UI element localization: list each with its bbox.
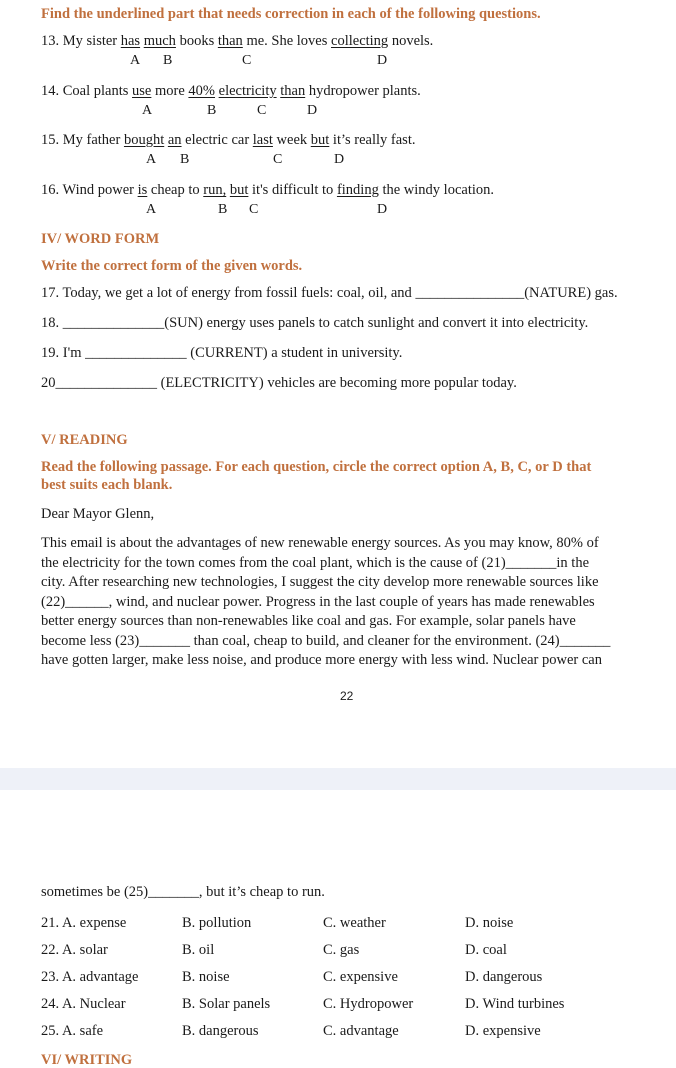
option-22-b[interactable]: B. oil	[182, 942, 215, 958]
answer-blank[interactable]: ______________	[55, 375, 157, 391]
question-number: 13.	[41, 33, 60, 49]
word-form-item-17	[41, 285, 618, 302]
answer-blank[interactable]: ______________	[85, 345, 187, 361]
question-number: 15.	[41, 132, 60, 148]
question-text: My father	[62, 132, 124, 148]
option-24-a[interactable]: 24. A. Nuclear	[41, 996, 126, 1012]
option-24-c[interactable]: C. Hydropower	[323, 996, 414, 1012]
underlined-part-b: an	[167, 132, 182, 148]
question-15	[41, 132, 415, 149]
option-21-c[interactable]: C. weather	[323, 915, 386, 931]
label-d: D	[334, 152, 345, 167]
question-text: books	[175, 33, 218, 49]
item-text: 17. Today, we get a lot of energy from fossil fuels: coal, oil, and	[41, 285, 416, 301]
passage-line: the electricity for the town comes from the coal plant, which is the cause of (21)_______in the	[41, 555, 590, 571]
question-text: Coal plants	[62, 83, 133, 99]
passage-continuation: sometimes be (25)_______, but it’s cheap to run.	[41, 884, 325, 900]
item-text: 19. I'm	[41, 345, 86, 361]
label-b: B	[163, 53, 173, 68]
underlined-part-b: run,	[203, 182, 227, 198]
passage-line: have gotten larger, make less noise, and produce more energy with less wind. Nuclear power can	[41, 652, 602, 668]
underlined-part-d: collecting	[331, 33, 389, 49]
option-23-d[interactable]: D. dangerous	[465, 969, 543, 985]
passage-line: better energy sources than non-renewables like coal and gas. For example, solar panels have	[41, 613, 576, 629]
underlined-part-c: but	[229, 182, 249, 198]
item-text: (SUN) energy uses panels to catch sunlight and convert it into electricity.	[164, 315, 589, 331]
option-22-a[interactable]: 22. A. solar	[41, 942, 108, 958]
reading-heading-line-1: Read the following passage. For each question, circle the correct option A, B, C, or D that	[41, 459, 592, 475]
question-16	[41, 182, 494, 199]
word-form-item-18	[41, 315, 588, 332]
label-c: C	[257, 103, 267, 118]
option-23-a[interactable]: 23. A. advantage	[41, 969, 139, 985]
question-text: the windy location.	[378, 182, 494, 198]
reading-heading-line-2: best suits each blank.	[41, 477, 173, 493]
question-13	[41, 33, 433, 50]
question-text: it’s really fast.	[329, 132, 416, 148]
label-a: A	[146, 202, 157, 217]
passage-line: become less (23)_______ than coal, cheap to build, and cleaner for the environment. (24)_______	[41, 633, 611, 649]
underlined-part-d: than	[280, 83, 306, 99]
question-text: electric car	[181, 132, 253, 148]
passage-line: city. After researching new technologies, I suggest the city develop more renewable sources like	[41, 574, 599, 590]
option-25-b[interactable]: B. dangerous	[182, 1023, 259, 1039]
option-23-b[interactable]: B. noise	[182, 969, 230, 985]
item-text: (CURRENT) a student in university.	[186, 345, 403, 361]
passage-line: (22)______, wind, and nuclear power. Progress in the last couple of years has made renewables	[41, 594, 595, 610]
label-b: B	[218, 202, 228, 217]
item-text: (ELECTRICITY) vehicles are becoming more popular today.	[157, 375, 517, 391]
question-text: more	[151, 83, 189, 99]
word-form-title: IV/ WORD FORM	[41, 231, 160, 247]
underlined-part-c: electricity	[218, 83, 277, 99]
option-25-a[interactable]: 25. A. safe	[41, 1023, 104, 1039]
underlined-part-b: much	[143, 33, 176, 49]
answer-blank[interactable]: _______________	[415, 285, 525, 301]
word-form-heading: Write the correct form of the given words.	[41, 258, 303, 274]
underlined-part-a: bought	[123, 132, 165, 148]
underlined-part-a: has	[120, 33, 141, 49]
error-section-heading: Find the underlined part that needs correction in each of the following questions.	[41, 6, 541, 22]
label-b: B	[180, 152, 190, 167]
question-text: me. She loves	[242, 33, 332, 49]
label-b: B	[207, 103, 217, 118]
item-text: 20	[41, 375, 56, 391]
label-a: A	[146, 152, 157, 167]
next-section-title-cut: VI/ WRITING	[41, 1052, 133, 1068]
underlined-part-a: use	[132, 83, 152, 99]
item-text: 18.	[41, 315, 63, 331]
underlined-part-d: but	[310, 132, 330, 148]
underlined-part-b: 40%	[188, 83, 216, 99]
option-24-d[interactable]: D. Wind turbines	[465, 996, 565, 1012]
label-a: A	[142, 103, 153, 118]
word-form-item-20	[41, 375, 517, 392]
option-25-d[interactable]: D. expensive	[465, 1023, 541, 1039]
page-number: 22	[340, 689, 354, 703]
underlined-part-a: is	[137, 182, 148, 198]
label-a: A	[130, 53, 141, 68]
option-23-c[interactable]: C. expensive	[323, 969, 398, 985]
item-text: (NATURE) gas.	[524, 285, 618, 301]
option-21-d[interactable]: D. noise	[465, 915, 514, 931]
question-text: My sister	[62, 33, 121, 49]
label-d: D	[377, 202, 388, 217]
underlined-part-c: last	[252, 132, 273, 148]
option-24-b[interactable]: B. Solar panels	[182, 996, 271, 1012]
passage-line: This email is about the advantages of new renewable energy sources. As you may know, 80% of	[41, 535, 599, 551]
question-text: Wind power	[62, 182, 138, 198]
label-d: D	[377, 53, 388, 68]
word-form-item-19	[41, 345, 402, 362]
option-21-b[interactable]: B. pollution	[182, 915, 252, 931]
reading-title: V/ READING	[41, 432, 128, 448]
label-c: C	[273, 152, 283, 167]
answer-blank[interactable]: ______________	[62, 315, 165, 331]
underlined-part-c: than	[217, 33, 243, 49]
label-d: D	[307, 103, 318, 118]
page-break-gap	[0, 768, 676, 790]
question-14	[41, 83, 421, 100]
option-25-c[interactable]: C. advantage	[323, 1023, 399, 1039]
letter-salutation: Dear Mayor Glenn,	[41, 506, 155, 522]
option-22-d[interactable]: D. coal	[465, 942, 507, 958]
question-number: 16.	[41, 182, 60, 198]
underlined-part-d: finding	[336, 182, 379, 198]
question-text: hydropower plants.	[305, 83, 421, 99]
option-21-a[interactable]: 21. A. expense	[41, 915, 127, 931]
option-22-c[interactable]: C. gas	[323, 942, 360, 958]
question-text: cheap to	[147, 182, 204, 198]
question-number: 14.	[41, 83, 60, 99]
label-c: C	[249, 202, 259, 217]
question-text: novels.	[388, 33, 434, 49]
question-text: week	[272, 132, 311, 148]
label-c: C	[242, 53, 252, 68]
question-text: it's difficult to	[248, 182, 337, 198]
